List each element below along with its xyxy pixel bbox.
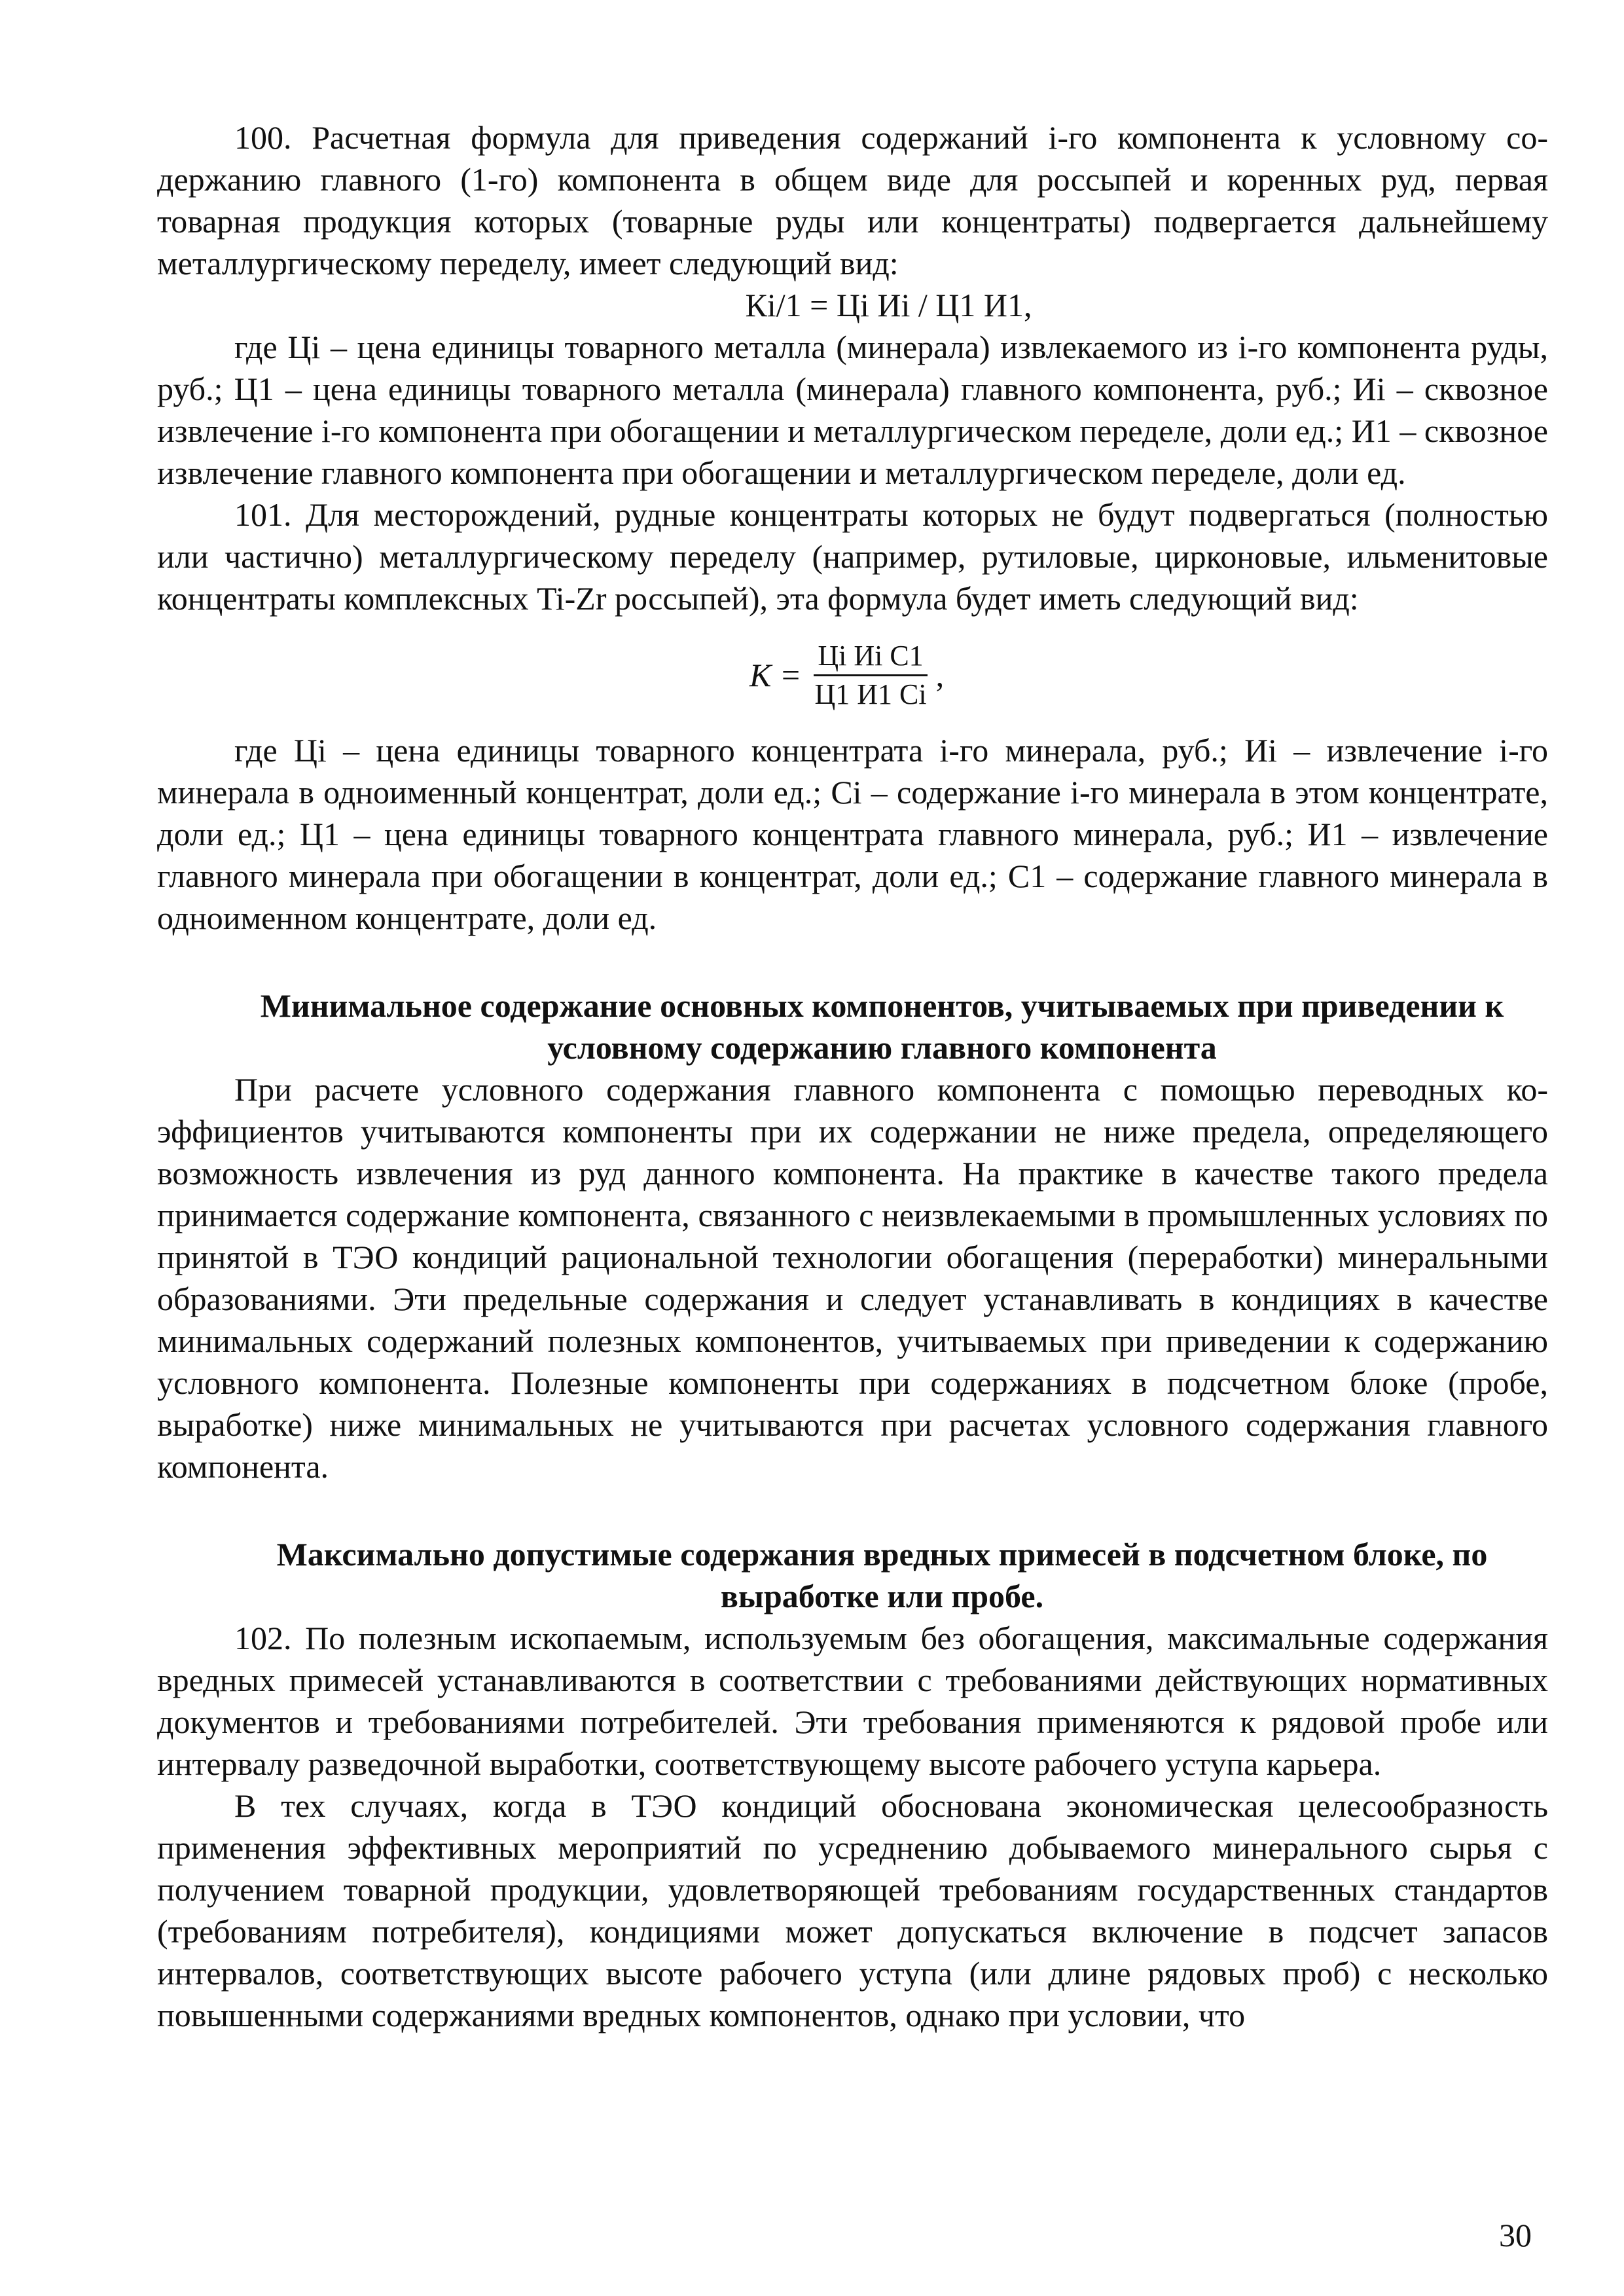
page-content xyxy=(157,117,1548,2036)
section-heading-harmful-impurities: Максимально допустимые содержания вредных примесей в подсчетном блоке, по выработке или пробе. xyxy=(276,1536,1488,1614)
formula-denominator: Ц1 И1 Ci xyxy=(814,678,927,710)
paragraph-101-intro: 101. Для месторождений, рудные концентраты которых не будут подвергаться (полностью или частично) металлургическому переделу (например, рутиловые, цирконовые, ильменитовые концентраты комплексных Ti-Zr россыпей), эта формула будет иметь следующий вид: xyxy=(157,496,1548,617)
formula-comma: , xyxy=(935,657,945,693)
paragraph-100-explanation: где Цi – цена единицы товарного металла (минерала) извлекаемого из i-го компонента руды, руб.; Ц1 – цена единицы товарного металла (минерала) главного компонента, руб.; Иi – сквозное извлечение i-го компонента при обогащении и металлургическом переделе, доли ед.; И1 – сквозное извлечение главного компонента при обогащении и металлургическом переделе, доли ед. xyxy=(157,329,1548,491)
formula-fraction xyxy=(810,638,930,713)
paragraph-minimum-content: При расчете условного содержания главного компонента с помощью переводных коэффициентов учитываются компоненты при их содержании не ниже предела, определяющего возможность извлечения из руд данного компонента. На практике в качестве такого предела принимается содержание компонента, связанного с неизвлекаемыми в промышленных условиях по принятой в ТЭО кондиций рациональной технологии обогащения (переработки) минеральными образованиями. Эти предельные содержания и следует устанавливать в кондициях в качестве минимальных содержаний полезных компонентов, учитываемых при приведении к содержанию условного компонента. Полезные компоненты при содержаниях в подсчетном блоке (пробе, выработке) ниже минимальных не учитываются при расчетах условного содержания главного компонента. xyxy=(157,1071,1548,1485)
section-heading-minimum-content: Минимальное содержание основных компонентов, учитываемых при приведении к условному содержанию главного компонента xyxy=(260,987,1504,1066)
formula-concentrate-coefficient xyxy=(157,626,1548,724)
formula-numerator: Цi Иi C1 xyxy=(814,638,927,676)
paragraph-averaging: В тех случаях, когда в ТЭО кондиций обоснована экономическая целесообразность применения эффективных мероприятий по усреднению добываемого минерального сырья с получением товарной продукции, удовлетворяющей требованиям государственных стандартов (требованиям потребителя), кондициями может допускаться включение в подсчет запасов интервалов, соответствующих высоте рабочего уступа (или длине рядовых проб) с несколько повышенными содержаниями вредных компонентов, однако при условии, что xyxy=(157,1787,1548,2033)
formula-conversion-coefficient: Кi/1 = Цi Иi / Ц1 И1, xyxy=(745,287,1032,323)
paragraph-100-intro: 100. Расчетная формула для приведения содержаний i-го компонента к условному содержанию главного (1-го) компонента в общем виде для россыпей и коренных руд, первая товарная продукция которых (товарные руды или концентраты) подвергается дальнейшему металлургическому переделу, имеет следующий вид: xyxy=(157,119,1548,282)
paragraph-101-explanation: где Цi – цена единицы товарного концентрата i-го минерала, руб.; Иi – извлечение i-го минерала в одноименный концентрат, доли ед.; Ci – содержание i-го минерала в этом концентрате, доли ед.; Ц1 – цена единицы товарного концентрата главного минерала, руб.; И1 – извлечение главного минерала при обогащении в концентрат, доли ед.; C1 – содержание главного минерала в одноименном концентрате, доли ед. xyxy=(157,732,1548,936)
formula-lhs: К = xyxy=(749,657,802,693)
paragraph-102: 102. По полезным ископаемым, используемым без обогащения, максимальные содержания вредных примесей устанавливаются в соответствии с требованиями действующих нормативных документов и требованиями потребителей. Эти требования применяются к рядовой пробе или интервалу разведочной выработки, соответствующему высоте рабочего уступа карьера. xyxy=(157,1620,1548,1782)
page-number: 30 xyxy=(1499,2217,1532,2253)
